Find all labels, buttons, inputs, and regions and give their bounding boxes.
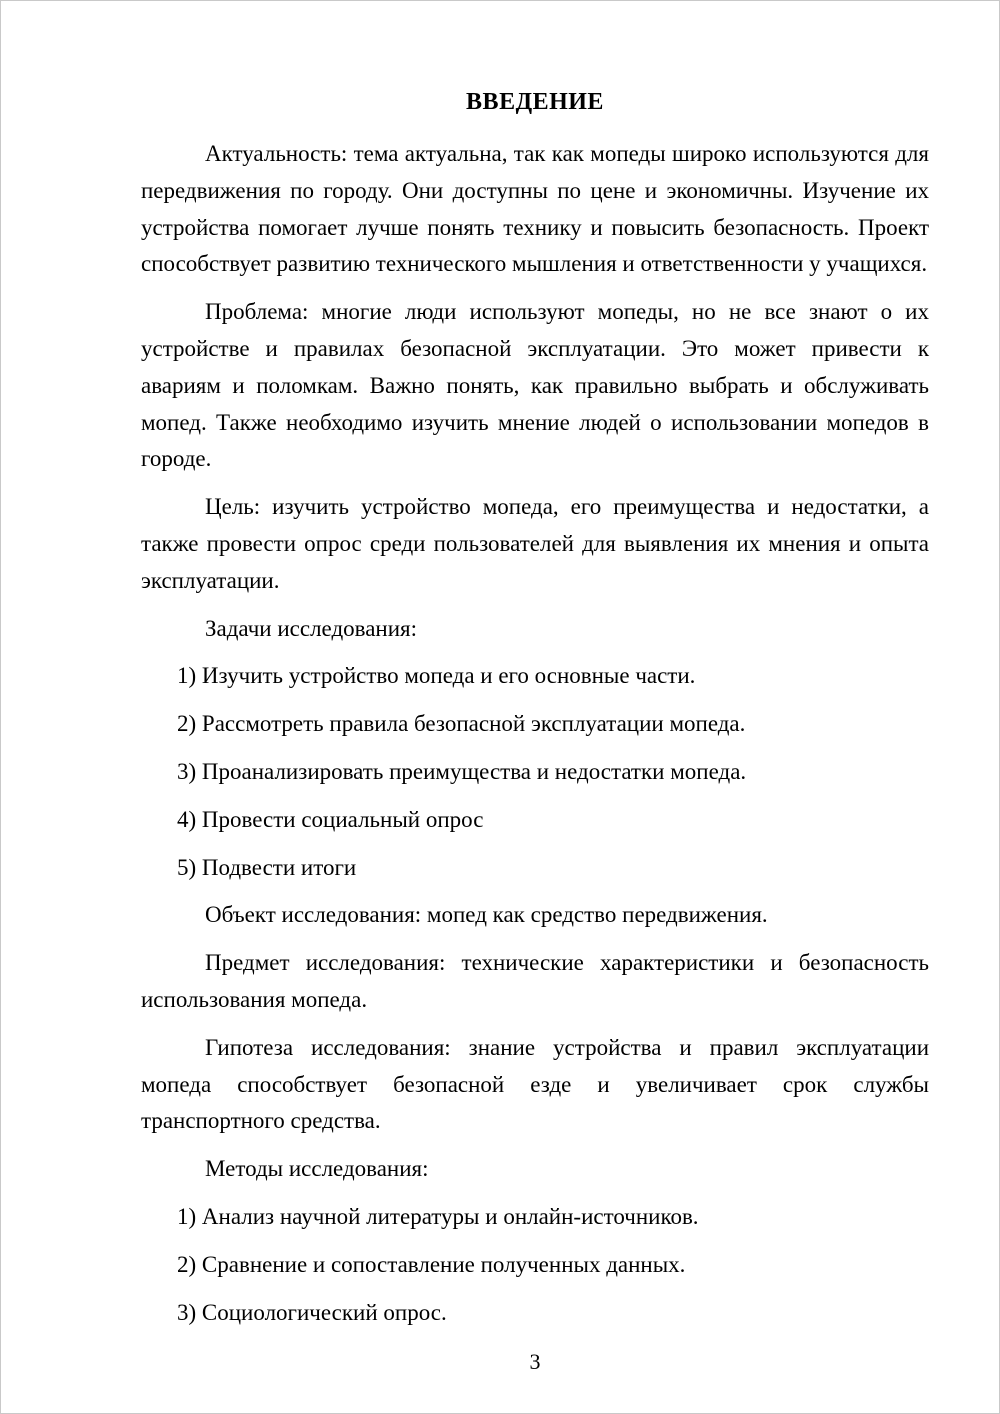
paragraph-relevance: Актуальность: тема актуальна, так как мопеды широко используются для передвижения по городу. Они доступны по цене и экономичны. Изучение их устройства помогает лучше понять технику и повысить безопасность. Проект способствует развитию технического мышления и ответственности у учащихся. <box>141 141 929 277</box>
task-item-4: 4) Провести социальный опрос <box>177 806 484 832</box>
task-item-2: 2) Рассмотреть правила безопасной эксплуатации мопеда. <box>177 711 746 737</box>
method-item-1: 1) Анализ научной литературы и онлайн-источников. <box>177 1203 699 1229</box>
task-item-1: 1) Изучить устройство мопеда и его основные части. <box>177 663 696 689</box>
heading-tasks: Задачи исследования: <box>205 615 418 641</box>
paragraph-goal: Цель: изучить устройство мопеда, его преимущества и недостатки, а также провести опрос среди пользователей для выявления их мнения и опыта эксплуатации. <box>141 494 929 593</box>
paragraph-subject: Предмет исследования: технические характеристики и безопасность использования мопеда. <box>141 950 929 1012</box>
page-number: 3 <box>529 1349 541 1374</box>
heading-methods: Методы исследования: <box>205 1156 429 1182</box>
task-item-3: 3) Проанализировать преимущества и недостатки мопеда. <box>177 758 747 784</box>
task-item-5: 5) Подвести итоги <box>177 854 357 880</box>
method-item-2: 2) Сравнение и сопоставление полученных данных. <box>177 1251 686 1277</box>
document-title: ВВЕДЕНИЕ <box>466 89 604 115</box>
method-item-3: 3) Социологический опрос. <box>177 1299 447 1325</box>
paragraph-problem: Проблема: многие люди используют мопеды, но не все знают о их устройстве и правилах безопасной эксплуатации. Это может привести к авариям и поломкам. Важно понять, как правильно выбрать и обслуживать мопед. Также необходимо изучить мнение людей о использовании мопедов в городе. <box>141 299 929 472</box>
paragraph-object: Объект исследования: мопед как средство передвижения. <box>205 902 768 928</box>
paragraph-hypothesis: Гипотеза исследования: знание устройства и правил эксплуатации мопеда способствует безопасной езде и увеличивает срок службы транспортного средства. <box>141 1034 929 1134</box>
